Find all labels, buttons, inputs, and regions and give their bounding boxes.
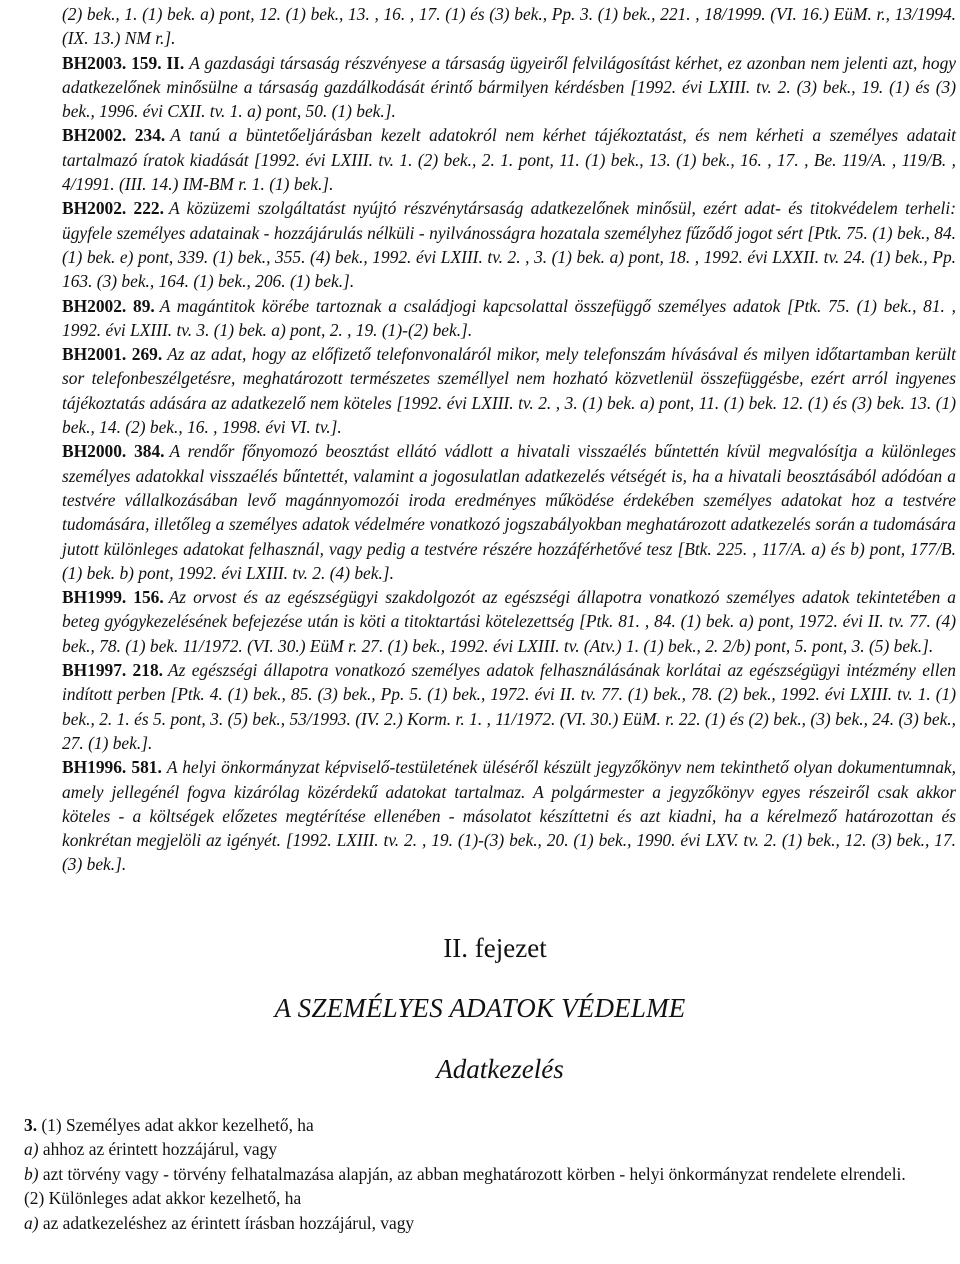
case-text: Az orvost és az egészségügyi szakdolgozót az egészségi állapotra vonatkozó személyes adatok tekintetében a beteg gyógykezelésének befejezése után is köti a titoktartási kötelezettség [Ptk. 81. , 84. (1) bek. a) pont, 1972. évi II. tv. 77. (4) bek., 78. (1) bek. 11/1972. (VI. 30.) EüM r. 27. (1) bek., 1992. évi LXIII. tv. (Atv.) 1. (1) bek., 2. 2/b) pont, 5. pont, 3. (5) bek.]. xyxy=(62,587,956,656)
case-entry xyxy=(62,439,956,585)
case-entry xyxy=(62,123,956,196)
paragraph-head: (1) Személyes adat akkor kezelhető, ha xyxy=(37,1115,314,1135)
case-reference: BH1999. 156. xyxy=(62,587,164,608)
case-entry xyxy=(62,51,956,124)
case-reference: BH2003. 159. II. xyxy=(62,52,185,73)
case-text: A tanú a büntetőeljárásban kezelt adatokról nem kérhet tájékoztatást, és nem kérheti a személyes adatait tartalmazó íratok kiadását [1992. évi LXIII. tv. 1. (2) bek., 2. 1. pont, 11. (1) bek., 13. (1) bek., 16. , 17. , Be. 119/A. , 119/B. , 4/1991. (III. 14.) IM-BM r. 1. (1) bek.]. xyxy=(62,125,956,195)
case-entry xyxy=(62,658,956,755)
item-text: azt törvény vagy - törvény felhatalmazása alapján, az abban meghatározott körben - helyi önkormányzat rendelete elrendeli. xyxy=(38,1163,906,1184)
case-entry xyxy=(62,585,956,658)
case-reference: BH2002. 89. xyxy=(62,295,155,316)
case-reference: BH2002. 222. xyxy=(62,198,164,219)
case-text: A közüzemi szolgáltatást nyújtó részvénytársaság adatkezelőnek minősül, ezért adat- és titokvédelem terheli: ügyfele személyes adatainak - hozzájárulás nélküli - nyilvánosságra hozatala személyhez fűződő jogot sért [Ptk. 75. (1) bek., 84. (1) bek. e) pont, 339. (1) bek., 355. (4) bek., 1992. évi LXIII. tv. 2. , 3. (1) bek. a) pont, 18. , 1992. évi LXXII. tv. 24. (1) bek., Pp. 163. (3) bek., 164. (1) bek., 206. (1) bek.]. xyxy=(62,198,956,292)
section-title: Adatkezelés xyxy=(436,1054,564,1084)
case-reference: BH2002. 234. xyxy=(62,125,166,146)
item-label: a) xyxy=(24,1212,39,1233)
case-entry xyxy=(62,342,956,439)
case-text: Az az adat, hogy az előfizető telefonvonaláról mikor, mely telefonszám hívásával és milyen időtartamban került sor telefonbeszélgetésre, meghatározott természetes személlyel nem hozható közvetlenül összefüggésbe, ezért arról ingyenes tájékoztatás adására az adatkezelő nem köteles [1992. évi LXIII. tv. 2. , 3. (1) bek. a) pont, 11. (1) bek. 12. (1) és (3) bek. 13. (1) bek., 14. (2) bek., 16. , 1998. évi VI. tv.]. xyxy=(62,344,956,438)
case-entry xyxy=(62,196,956,293)
paragraph-head: (2) Különleges adat akkor kezelhető, ha xyxy=(24,1188,302,1209)
case-law-list xyxy=(62,2,956,877)
case-entry xyxy=(62,294,956,343)
case-text: A helyi önkormányzat képviselő-testületének üléséről készült jegyzőkönyv nem tekinthető olyan dokumentumnak, amely jellegénél fogva kizárólag közérdekű adatokat tartalmaz. A polgármester a jegyzőkönyv egyes részeiről csak akkor köteles - a költségek előzetes megtérítése ellenében - másolatot készíttetni és azt kiadni, ha a kérelmező határozottan és konkrétan megjelöli az igényét. [1992. LXIII. tv. 2. , 19. (1)-(3) bek., 20. (1) bek., 1990. évi LXV. tv. 2. (1) bek., 12. (3) bek., 17. (3) bek.]. xyxy=(62,757,956,875)
list-item xyxy=(6,1162,956,1186)
case-text: A gazdasági társaság részvényese a társaság ügyeiről felvilágosítást kérhet, ez azonban nem jelenti azt, hogy adatkezelőnek minősülne a társaság gazdálkodását érintő bármilyen kérdésben [1992. évi LXIII. tv. 2. (3) bek., 19. (1) és (3) bek., 1996. évi CXII. tv. 1. a) pont, 50. (1) bek.]. xyxy=(62,52,956,122)
case-reference: BH2000. 384. xyxy=(62,441,165,462)
list-item xyxy=(6,1137,956,1161)
law-text xyxy=(6,1113,956,1235)
case-reference: BH1996. 581. xyxy=(62,757,162,778)
case-entry xyxy=(62,755,956,876)
case-entry xyxy=(62,2,956,51)
case-reference: BH1997. 218. xyxy=(62,660,163,681)
chapter-number: II. fejezet xyxy=(443,933,547,963)
list-item xyxy=(6,1211,956,1235)
item-text: az adatkezeléshez az érintett írásban hozzájárul, vagy xyxy=(38,1212,415,1233)
paragraph-number: 3. xyxy=(24,1115,38,1135)
item-label: a) xyxy=(24,1139,39,1160)
case-text: A magántitok körébe tartoznak a családjogi kapcsolattal összefüggő személyes adatok [Ptk. 75. (1) bek., 81. , 1992. évi LXIII. tv. 3. (1) bek. a) pont, 2. , 19. (1)-(2) bek.]. xyxy=(62,295,956,340)
item-label: b) xyxy=(24,1163,39,1184)
case-text: A rendőr főnyomozó beosztást ellátó vádlott a hivatali visszaélés bűntettén kívül megvalósítja a különleges személyes adatokkal visszaélés bűntettét, valamint a jogosulatlan adatkezelés vétségét is, ha a hivatali beosztásából adódóan a testvére vállalkozásában levő magánnyomozói iroda eredményes működése érdekében személyes adatokat hoz a testvére tudomására, illetőleg a személyes adatok védelmére vonatkozó jogszabályokban meghatározott adatkezelés során a tudomására jutott különleges adatokat felhasznál, vagy pedig a testvére részére hozzáférhetővé tesz [Btk. 225. , 117/A. a) és b) pont, 177/B. (1) bek. b) pont, 1992. évi LXIII. tv. 2. (4) bek.]. xyxy=(62,441,956,583)
paragraph-3 xyxy=(6,1113,956,1137)
case-text: Az egészségi állapotra vonatkozó személyes adatok felhasználásának korlátai az egészségügyi intézmény ellen indított perben [Ptk. 4. (1) bek., 85. (3) bek., Pp. 5. (1) bek., 1972. évi II. tv. 77. (1) bek., 78. (2) bek., 1992. évi LXIII. tv. 1. (1) bek., 2. 1. és 5. pont, 3. (5) bek., 53/1993. (IV. 2.) Korm. r. 1. , 11/1972. (VI. 30.) EüM. r. 22. (1) és (2) bek., (3) bek., 24. (3) bek., 27. (1) bek.]. xyxy=(62,660,956,753)
paragraph-2-head xyxy=(6,1186,956,1210)
case-reference: BH2001. 269. xyxy=(62,344,163,365)
case-text: (2) bek., 1. (1) bek. a) pont, 12. (1) bek., 13. , 16. , 17. (1) és (3) bek., Pp. 3. (1) bek., 221. , 18/1999. (VI. 16.) EüM. r., 13/1994. (IX. 13.) NM r.]. xyxy=(62,4,956,49)
item-text: ahhoz az érintett hozzájárul, vagy xyxy=(38,1139,278,1160)
chapter-title: A SZEMÉLYES ADATOK VÉDELME xyxy=(274,993,686,1023)
